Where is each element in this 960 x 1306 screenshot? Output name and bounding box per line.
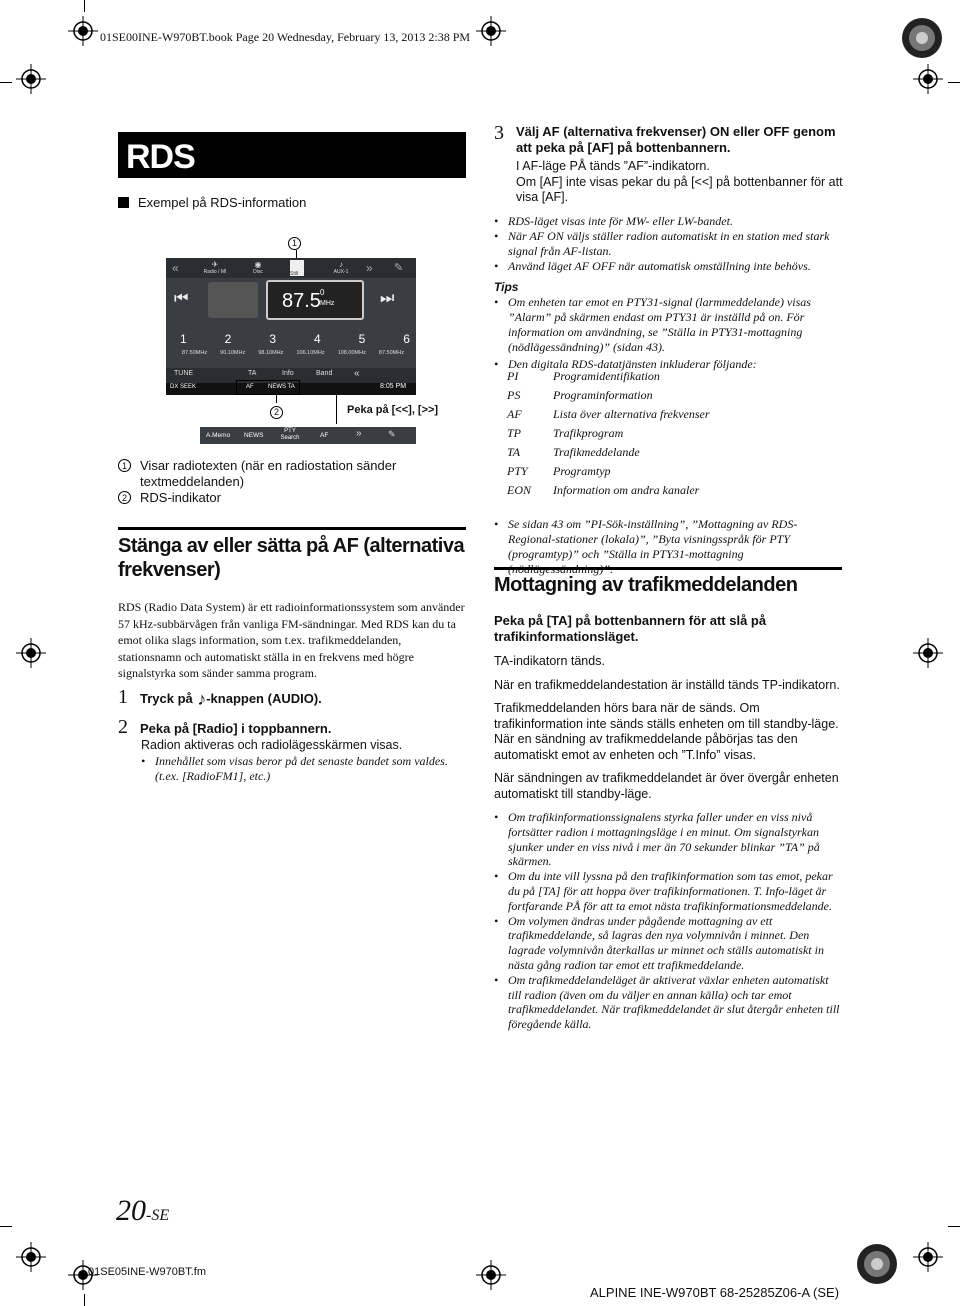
file-header: 01SE00INE-W970BT.book Page 20 Wednesday, February 13, 2013 2:38 PM — [100, 30, 471, 44]
clock: 8:05 PM — [380, 383, 407, 390]
af-indicator: AF — [246, 384, 254, 390]
af-button[interactable]: AF — [320, 432, 329, 439]
preset-1[interactable]: 1 — [180, 332, 187, 346]
settings-icon[interactable]: ✎ — [394, 262, 404, 274]
callout-2: 2 — [270, 403, 283, 421]
ta-button[interactable]: TA — [248, 370, 257, 377]
color-bar-icon — [900, 16, 944, 60]
af-notes: • RDS-läget visas inte för MW- eller LW-bandet. • När AF ON väljs ställer radion automatiskt in en station med stark signal från AF-listan. • Använd läget AF OFF när automatisk omställning inte behövs. — [494, 214, 844, 274]
preset-4[interactable]: 4 — [313, 332, 321, 346]
registration-mark-icon — [913, 638, 943, 668]
footer-left: 01SE05INE-W970BT.fm — [88, 1266, 206, 1278]
legend-2: 2 RDS-indikator — [118, 490, 221, 506]
section-traffic-title: Mottagning av trafikmeddelanden — [494, 574, 798, 596]
registration-mark-icon — [16, 1242, 46, 1272]
radio-screen: « ✈ Radio / MI ◉ Disc Still ♪ AUX-1 » ✎ ⏮ 87.5 0 MHz ⏭ 1 2 3 4 5 6 87.50MHz 90.10MHz 98.10MHz 106.10MHz 108.00MHz 87.50MHz TUNE TA Info Band « DX SEEK AF NEWS TA 8:05 PM — [166, 258, 416, 395]
page-title: RDS — [118, 132, 466, 178]
next-arrow-icon[interactable]: » — [366, 261, 373, 275]
source-aux[interactable]: ♪ AUX-1 — [333, 260, 349, 275]
example-heading: Exempel på RDS-information — [118, 195, 306, 210]
tips-list: • Om enheten tar emot en PTY31-signal (larmmeddelande) visas ”Alarm” på skärmen endast om PTY31 är inställd på on. För information om användning, se ”Ställa in PTY31-mottagning (nödlägessändning)” (sidan 43). • Den digitala RDS-datatjänsten inkluderar följande: — [494, 295, 844, 372]
source-radio[interactable]: ✈ Radio / MI — [203, 260, 227, 275]
rds-definitions: PI Programidentifikation PS Programinformation AF Lista över alternativa frekvenser TP Trafikprogram TA Trafikmeddelande PTY Programtyp EON Information om andra kanaler — [507, 369, 710, 497]
preset-3[interactable]: 3 — [269, 332, 276, 346]
registration-mark-icon — [913, 64, 943, 94]
footer-right: ALPINE INE-W970BT 68-25285Z06-A (SE) — [590, 1285, 840, 1300]
page-number: 20-SE — [116, 1194, 170, 1227]
registration-mark-icon — [68, 16, 98, 46]
section-af-title: Stänga av eller sätta på AF (alternativa frekvenser) — [118, 535, 465, 581]
color-bar-icon — [855, 1242, 899, 1286]
registration-mark-icon — [913, 1242, 943, 1272]
preset-2[interactable]: 2 — [224, 332, 232, 346]
seek-forward-icon[interactable]: ⏭ — [380, 290, 395, 307]
step-2-note: • Innehållet som visas beror på det senaste bandet som valdes. (t.ex. [RadioFM1], etc.) — [141, 754, 466, 784]
news-ta-indicator: NEWS TA — [268, 384, 295, 390]
pause-area — [208, 282, 258, 318]
preset-freq-row: 87.50MHz 90.10MHz 98.10MHz 106.10MHz 108.00MHz 87.50MHz — [182, 350, 404, 356]
peka-label: Peka på [<<], [>>] — [347, 404, 439, 416]
preset-5[interactable]: 5 — [358, 332, 366, 346]
step-3: 3 Välj AF (alternativa frekvenser) ON eller OFF genom att peka på [AF] på bottenbannern. — [494, 122, 836, 155]
traffic-step: Peka på [TA] på bottenbannern för att slå på trafikinformationsläget. — [494, 613, 767, 644]
registration-mark-icon — [16, 638, 46, 668]
source-disc[interactable]: ◉ Disc — [253, 260, 263, 275]
step-2: 2 Peka på [Radio] i toppbannern. — [118, 716, 332, 738]
forward-arrow-icon[interactable]: » — [356, 428, 362, 439]
amemo-button[interactable]: A.Memo — [206, 432, 231, 439]
back-arrow-icon[interactable]: « — [354, 368, 360, 379]
rds-intro: RDS (Radio Data System) är ett radioinformationssystem som använder 57 kHz-subbärvågen från vanliga FM-sändningar. Med RDS kan du ta emot olika slags information, som t.ex. trafikmeddelanden, stationsnamn och automatiskt ställa in en frekvens med högre signalstyrka som sänder samma program. — [118, 600, 465, 681]
settings-icon[interactable]: ✎ — [388, 429, 396, 439]
registration-mark-icon — [476, 1260, 506, 1290]
dx-seek-indicator: DX SEEK — [170, 384, 197, 390]
traffic-notes: • Om trafikinformationssignalens styrka faller under en viss nivå fortsätter radion i mottagningsläge i en minut. Om signalstyrkan sjunker under en viss nivå i mer än 70 sekunder blinkar ”TA” på skärmen. • Om du inte vill lyssna på den trafikinformation som tas emot, pekar du på [TA] för att hoppa över trafikinformationen. T. Info-läget är fortfarande PÅ för att ta emot nästa trafikinformationsmeddelande. • Om volymen ändras under pågående mottagning av ett trafikmeddelande, så lagras den nya volymnivån i minnet. Den lagrade volymnivån återkallas ur minnet och ställs automatiskt in nästa gång radion tar emot ett trafikmeddelande. • Om trafikmeddelandeläget är aktiverat växlar enheten automatiskt till radion (även om du väljer en annan källa) och tar emot trafikmeddelandet. När trafikmeddelandet är slut återgår enheten till föregående källa. — [494, 810, 844, 1032]
news-button[interactable]: NEWS — [244, 432, 264, 439]
info-button[interactable]: Info — [282, 370, 294, 377]
bottom-banner — [200, 427, 416, 444]
tip-3: • Se sidan 43 om ”PI-Sök-inställning”, ”Mottagning av RDS-Regional-stationer (lokala)”, ”Byta visningsspråk för PTY (programtyp)” och ”Ställa in PTY31-mottagning — [494, 517, 844, 577]
pty-search-button[interactable]: PTY Search — [280, 428, 300, 441]
registration-mark-icon — [476, 16, 506, 46]
seek-back-icon[interactable]: ⏮ — [174, 290, 189, 307]
preset-6[interactable]: 6 — [403, 332, 410, 346]
preset-row — [180, 332, 410, 346]
tips-label: Tips — [494, 280, 519, 294]
band-button[interactable]: Band — [316, 370, 333, 377]
music-note-icon: ♪ — [197, 689, 207, 709]
callout-1: 1 — [288, 234, 301, 252]
registration-mark-icon — [16, 64, 46, 94]
step-1: 1 Tryck på ♪-knappen (AUDIO). — [118, 686, 322, 709]
legend-1: 1 Visar radiotexten (när en radiostation sänder textmeddelanden) — [118, 458, 418, 490]
frequency-display: 87.5 0 MHz — [266, 280, 364, 320]
tune-button[interactable]: TUNE — [174, 370, 194, 377]
prev-arrow-icon[interactable]: « — [172, 261, 179, 275]
